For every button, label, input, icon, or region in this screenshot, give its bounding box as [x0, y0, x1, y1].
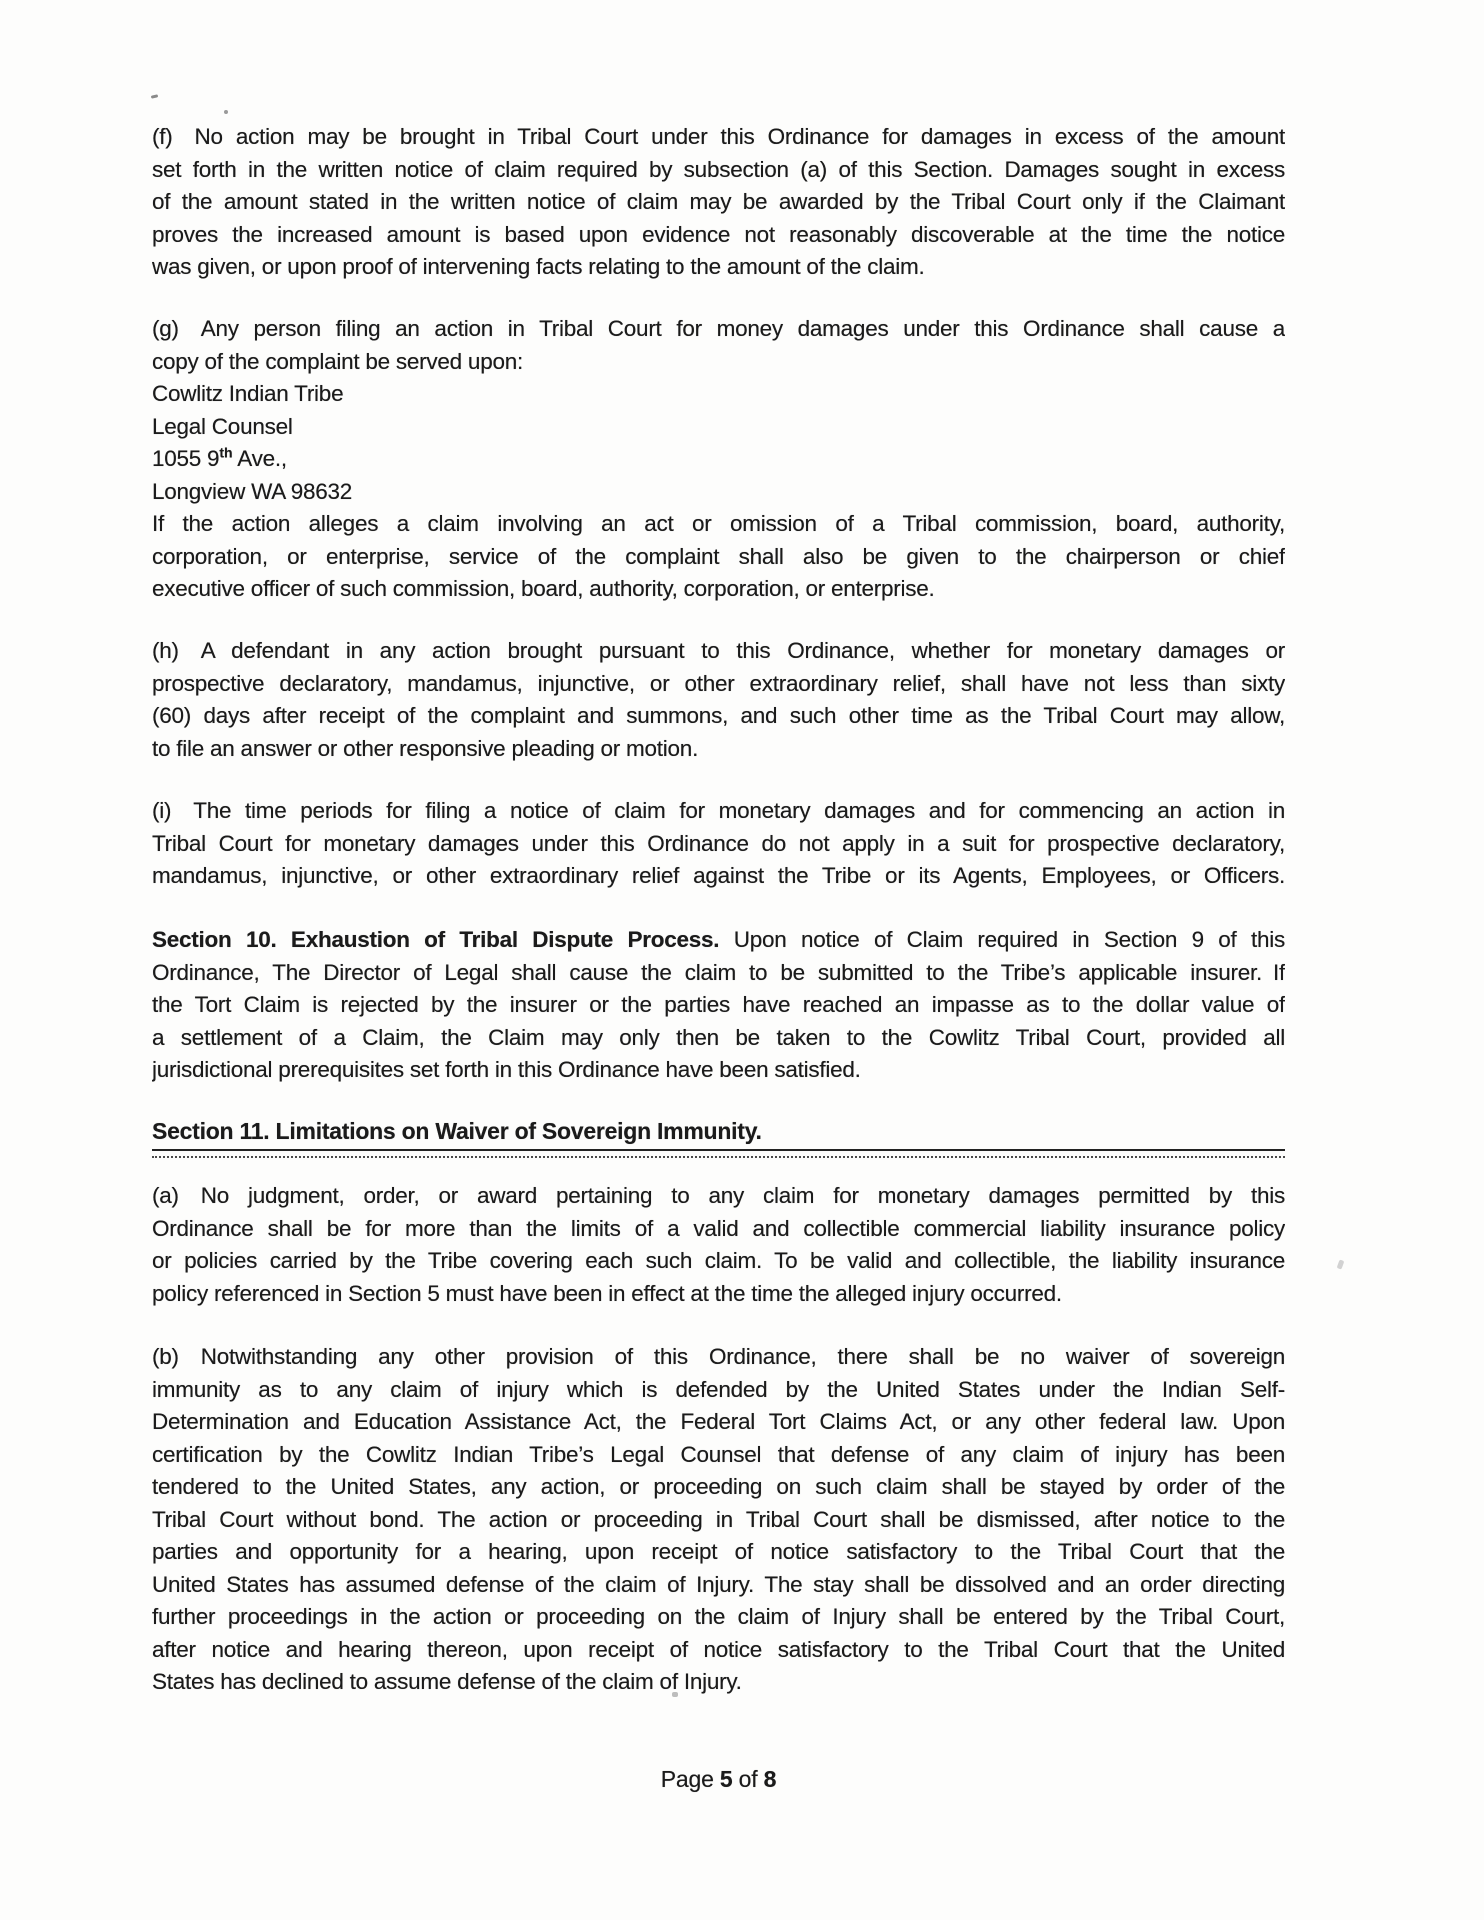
ordinal-superscript: th [219, 444, 233, 461]
text-line: United States has assumed defense of the claim of Injury. The stay shall be dissolved and an order directing [152, 1571, 1285, 1597]
text-line: a settlement of a Claim, the Claim may only then be taken to the Cowlitz Tribal Court, provided all [152, 1024, 1285, 1050]
section-11-heading-block [152, 1116, 1285, 1158]
scan-speck [1337, 1259, 1345, 1269]
text-line: of the amount stated in the written notice of claim may be awarded by the Tribal Court only if the Claimant [152, 189, 1285, 214]
paragraph-h [152, 635, 1285, 765]
text-line: Determination and Education Assistance Act, the Federal Tort Claims Act, or any other federal law. Upon [152, 1409, 1285, 1434]
page-number-footer [152, 1766, 1285, 1793]
text-line: set forth in the written notice of claim required by subsection (a) of this Section. Damages sought in excess [152, 156, 1285, 182]
text-line: Ordinance, The Director of Legal shall cause the claim to be submitted to the Tribe’s applicable insurer. If [152, 959, 1285, 985]
text-line: Tribal Court for monetary damages under this Ordinance do not apply in a suit for prospective declaratory, [152, 830, 1285, 856]
text-line: after notice and hearing thereon, upon receipt of notice satisfactory to the Tribal Court that the United [152, 1636, 1285, 1662]
text-line: prospective declaratory, mandamus, injunctive, or other extraordinary relief, shall have not less than sixty [152, 670, 1285, 696]
text-line: executive officer of such commission, board, authority, corporation, or enterprise. [152, 576, 935, 601]
paragraph-i [152, 795, 1285, 893]
address-street-post: Ave., [232, 446, 287, 471]
address-street-pre: 1055 9 [152, 446, 220, 471]
text-line: certification by the Cowlitz Indian Tribe’s Legal Counsel that defense of any claim of injury has been [152, 1441, 1285, 1467]
footer-page-count: 8 [763, 1766, 777, 1792]
text-line: immunity as to any claim of injury which is defended by the United States under the Indian Self- [152, 1376, 1285, 1402]
text-line: (60) days after receipt of the complaint and summons, and such other time as the Tribal Court may allow, [152, 703, 1285, 728]
section-11-heading: Section 11. Limitations on Waiver of Sovereign Immunity. [152, 1116, 1285, 1151]
dotted-rule [152, 1156, 1285, 1158]
address-line-tribe: Cowlitz Indian Tribe [152, 381, 344, 406]
text-line: to file an answer or other responsive pleading or motion. [152, 735, 699, 761]
address-line-street [152, 443, 1285, 476]
text-line: States has declined to assume defense of the claim of Injury. [152, 1669, 742, 1694]
text-line: (f) No action may be brought in Tribal Court under this Ordinance for damages in excess of the amount [152, 124, 1285, 149]
text-line: proves the increased amount is based upon evidence not reasonably discoverable at the time the notice [152, 221, 1285, 247]
text-line: Ordinance shall be for more than the limits of a valid and collectible commercial liability insurance policy [152, 1215, 1285, 1241]
section-10-title: Section 10. Exhaustion of Tribal Dispute Process. [152, 927, 720, 952]
text-line: copy of the complaint be served upon: [152, 348, 523, 374]
text-line: (h) A defendant in any action brought pursuant to this Ordinance, whether for monetary damages or [152, 638, 1285, 663]
text-line: Tribal Court without bond. The action or proceeding in Tribal Court shall be dismissed, after notice to the [152, 1506, 1285, 1532]
address-line-city: Longview WA 98632 [152, 478, 353, 504]
text-line: (i) The time periods for filing a notice of claim for monetary damages and for commencing an action in [152, 798, 1285, 823]
section-10-paragraph [152, 924, 1285, 1087]
text-line: tendered to the United States, any action, or proceeding on such claim shall be stayed by order of the [152, 1474, 1285, 1499]
text-line: further proceedings in the action or proceeding on the claim of Injury shall be entered by the Tribal Court, [152, 1604, 1285, 1629]
scan-speck [224, 110, 228, 114]
footer-page-number: 5 [719, 1766, 733, 1792]
text-line: or policies carried by the Tribe covering each such claim. To be valid and collectible, the liability insurance [152, 1248, 1285, 1273]
footer-text: Page [660, 1766, 720, 1792]
text-line: jurisdictional prerequisites set forth in this Ordinance have been satisfied. [152, 1057, 861, 1082]
text-line: the Tort Claim is rejected by the insurer or the parties have reached an impasse as to the dollar value of [152, 992, 1285, 1017]
paragraph-g [152, 313, 1285, 606]
text-line: mandamus, injunctive, or other extraordinary relief against the Tribe or its Agents, Employees, or Officers. [152, 863, 1285, 888]
text-line: (g) Any person filing an action in Tribal Court for money damages under this Ordinance shall cause a [152, 316, 1285, 341]
text-line: parties and opportunity for a hearing, upon receipt of notice satisfactory to the Tribal Court that the [152, 1539, 1285, 1564]
text-line: (a) No judgment, order, or award pertaining to any claim for monetary damages permitted by this [152, 1183, 1285, 1208]
text-line: (b) Notwithstanding any other provision of this Ordinance, there shall be no waiver of sovereign [152, 1344, 1285, 1369]
footer-text: of [732, 1766, 764, 1792]
paragraph-b [152, 1341, 1285, 1699]
address-line-counsel: Legal Counsel [152, 413, 293, 439]
paragraph-a [152, 1180, 1285, 1310]
text-line [152, 924, 1285, 957]
text-line: corporation, or enterprise, service of the complaint shall also be given to the chairperson or chief [152, 543, 1285, 569]
paragraph-f [152, 121, 1285, 284]
text-line: was given, or upon proof of intervening facts relating to the amount of the claim. [152, 254, 925, 279]
scan-speck [151, 94, 158, 98]
text-line: policy referenced in Section 5 must have been in effect at the time the alleged injury occurred. [152, 1280, 1062, 1306]
section-10-lead-rest: Upon notice of Claim required in Section 9 of this [719, 927, 1285, 952]
text-line: If the action alleges a claim involving an act or omission of a Tribal commission, board, authority, [152, 511, 1285, 536]
